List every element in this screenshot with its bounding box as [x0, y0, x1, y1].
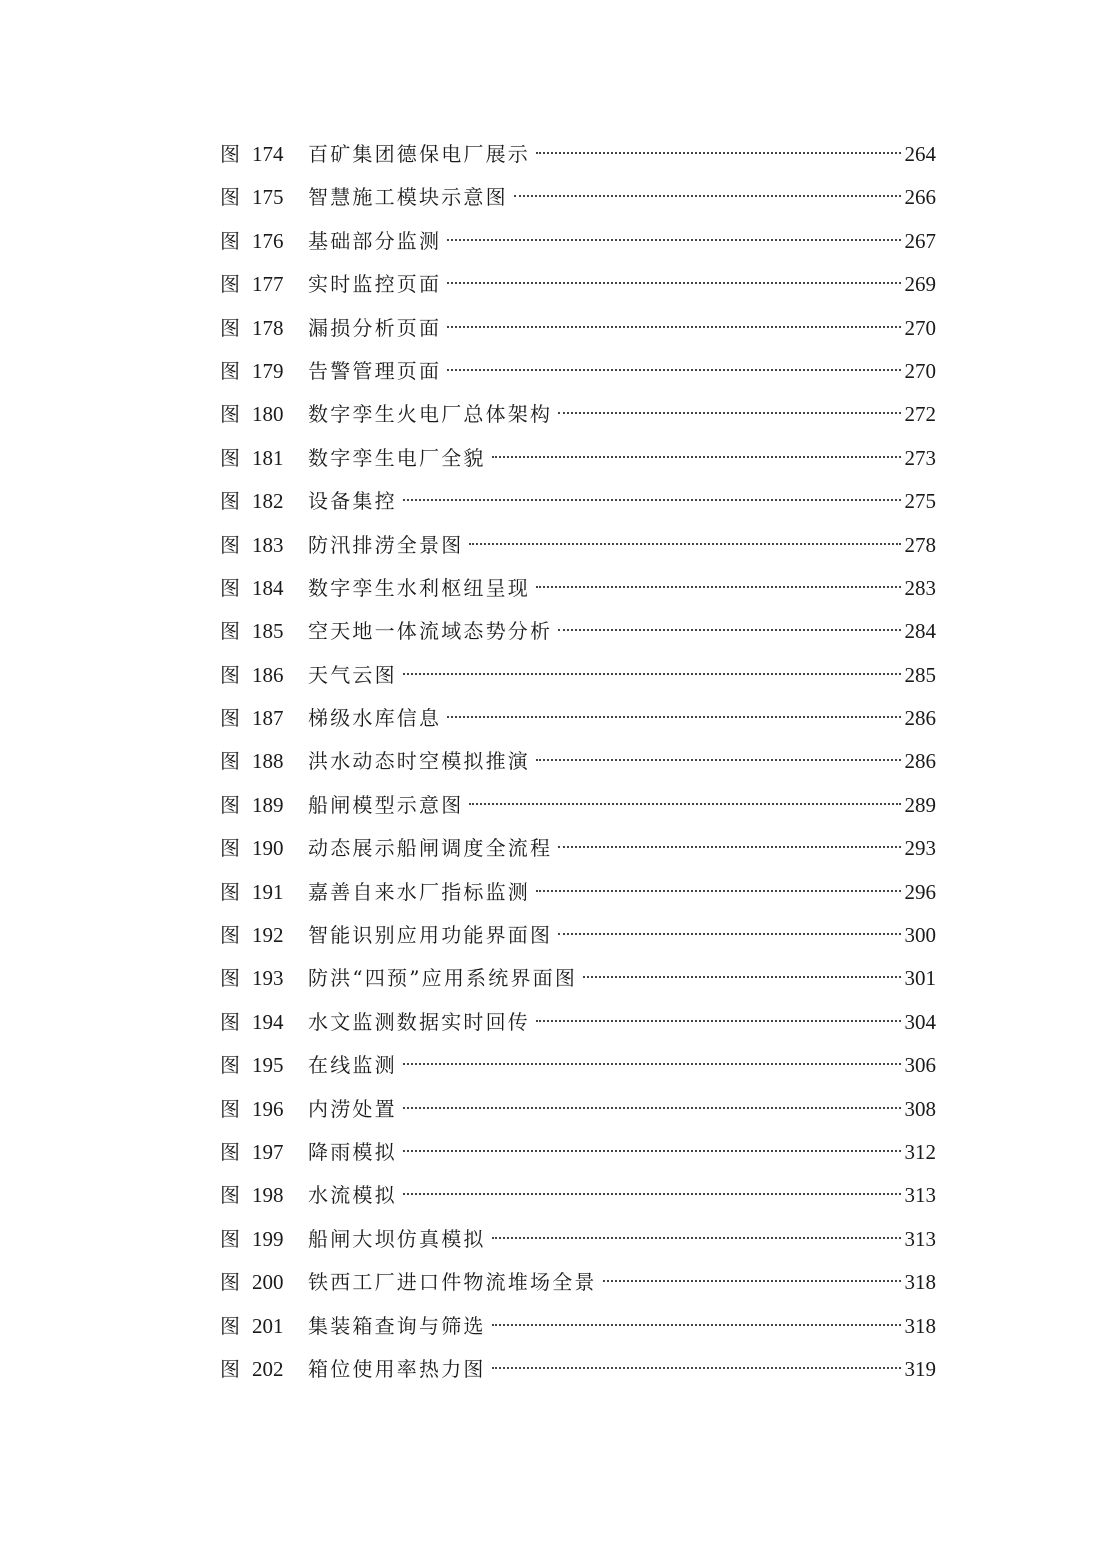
toc-entry[interactable]: [220, 480, 936, 523]
page-number: 283: [904, 575, 936, 600]
toc-entry[interactable]: [220, 1088, 936, 1131]
figure-title: 智能识别应用功能界面图: [308, 923, 553, 948]
figure-prefix: 图: [220, 1226, 240, 1251]
figure-prefix: 图: [220, 1096, 240, 1121]
figure-title: 降雨模拟: [308, 1139, 397, 1164]
toc-entry[interactable]: [220, 827, 936, 870]
page-number: 308: [904, 1096, 936, 1121]
dot-leader: [536, 152, 901, 154]
toc-entry[interactable]: [220, 1348, 936, 1391]
figure-number: 193: [252, 966, 284, 991]
figure-prefix: 图: [220, 358, 240, 383]
figure-title: 内涝处置: [308, 1096, 397, 1121]
page-number: 269: [904, 272, 936, 297]
toc-entry[interactable]: [220, 1001, 936, 1044]
figure-prefix: 图: [220, 1313, 240, 1338]
figure-number: 192: [252, 923, 284, 948]
figure-number: 180: [252, 402, 284, 427]
page-number: 293: [904, 836, 936, 861]
figure-title: 水流模拟: [308, 1183, 397, 1208]
figure-number: 189: [252, 792, 284, 817]
page-number: 286: [904, 706, 936, 731]
figure-title: 嘉善自来水厂指标监测: [308, 879, 530, 904]
dot-leader: [536, 1020, 901, 1022]
toc-entry[interactable]: [220, 957, 936, 1000]
figure-number: 190: [252, 836, 284, 861]
page-number: 286: [904, 749, 936, 774]
dot-leader: [403, 1107, 901, 1109]
toc-entry[interactable]: [220, 610, 936, 653]
toc-entry[interactable]: [220, 1131, 936, 1174]
dot-leader: [583, 976, 900, 978]
page-number: 312: [904, 1139, 936, 1164]
dot-leader: [447, 716, 900, 718]
toc-entry[interactable]: [220, 437, 936, 480]
page-number: 296: [904, 879, 936, 904]
figure-title: 船闸模型示意图: [308, 792, 464, 817]
dot-leader: [536, 759, 901, 761]
toc-entry[interactable]: [220, 654, 936, 697]
figure-title: 百矿集团德保电厂展示: [308, 142, 530, 166]
figure-prefix: 图: [220, 1009, 240, 1034]
dot-leader: [492, 1367, 901, 1369]
figure-prefix: 图: [220, 185, 240, 210]
dot-leader: [603, 1280, 901, 1282]
dot-leader: [558, 846, 900, 848]
figure-number: 188: [252, 749, 284, 774]
dot-leader: [447, 282, 900, 284]
figure-prefix: 图: [220, 966, 240, 991]
figure-prefix: 图: [220, 1270, 240, 1295]
toc-entry[interactable]: [220, 263, 936, 306]
figure-title: 防洪“四预”应用系统界面图: [308, 966, 578, 991]
toc-entry[interactable]: [220, 784, 936, 827]
toc-entry[interactable]: [220, 871, 936, 914]
dot-leader: [403, 1150, 901, 1152]
figure-title: 防汛排涝全景图: [308, 532, 464, 557]
figure-title: 数字孪生电厂全貌: [308, 445, 486, 470]
toc-entry[interactable]: [220, 740, 936, 783]
figure-prefix: 图: [220, 575, 240, 600]
dot-leader: [403, 499, 901, 501]
page-number: 284: [904, 619, 936, 644]
figure-prefix: 图: [220, 402, 240, 427]
figure-prefix: 图: [220, 706, 240, 731]
figure-prefix: 图: [220, 532, 240, 557]
page-number: 278: [904, 532, 936, 557]
figure-number: 196: [252, 1096, 284, 1121]
dot-leader: [514, 195, 901, 197]
dot-leader: [403, 673, 901, 675]
figure-number: 191: [252, 879, 284, 904]
toc-entry[interactable]: [220, 220, 936, 263]
toc-entry[interactable]: [220, 1261, 936, 1304]
figure-number: 197: [252, 1139, 284, 1164]
figure-number: 185: [252, 619, 284, 644]
figure-title: 船闸大坝仿真模拟: [308, 1226, 486, 1251]
page-number: 301: [904, 966, 936, 991]
figure-number: 183: [252, 532, 284, 557]
page-number: 285: [904, 662, 936, 687]
page-number: 304: [904, 1009, 936, 1034]
page-number: 319: [904, 1356, 936, 1381]
figure-prefix: 图: [220, 749, 240, 774]
figure-prefix: 图: [220, 445, 240, 470]
figure-prefix: 图: [220, 1053, 240, 1078]
table-of-figures: [220, 133, 936, 1391]
dot-leader: [447, 326, 900, 328]
figure-number: 174: [252, 142, 284, 166]
figure-title: 洪水动态时空模拟推演: [308, 749, 530, 774]
toc-entry[interactable]: [220, 133, 936, 176]
dot-leader: [492, 456, 901, 458]
figure-title: 数字孪生火电厂总体架构: [308, 402, 553, 427]
figure-title: 空天地一体流域态势分析: [308, 619, 553, 644]
dot-leader: [469, 543, 900, 545]
toc-entry[interactable]: [220, 350, 936, 393]
dot-leader: [469, 803, 900, 805]
figure-prefix: 图: [220, 489, 240, 514]
figure-prefix: 图: [220, 836, 240, 861]
dot-leader: [447, 369, 900, 371]
figure-number: 175: [252, 185, 284, 210]
figure-prefix: 图: [220, 1183, 240, 1208]
toc-entry[interactable]: [220, 914, 936, 957]
figure-prefix: 图: [220, 228, 240, 253]
figure-number: 194: [252, 1009, 284, 1034]
figure-title: 智慧施工模块示意图: [308, 185, 508, 210]
dot-leader: [492, 1237, 901, 1239]
figure-title: 基础部分监测: [308, 228, 442, 253]
figure-title: 在线监测: [308, 1053, 397, 1078]
toc-entry[interactable]: [220, 1044, 936, 1087]
page-number: 289: [904, 792, 936, 817]
figure-number: 198: [252, 1183, 284, 1208]
figure-number: 200: [252, 1270, 284, 1295]
figure-number: 179: [252, 358, 284, 383]
page-number: 266: [904, 185, 936, 210]
dot-leader: [536, 890, 901, 892]
figure-title: 告警管理页面: [308, 358, 442, 383]
dot-leader: [558, 629, 900, 631]
figure-prefix: 图: [220, 315, 240, 340]
toc-entry[interactable]: [220, 176, 936, 219]
figure-title: 梯级水库信息: [308, 706, 442, 731]
figure-number: 177: [252, 272, 284, 297]
figure-prefix: 图: [220, 792, 240, 817]
figure-prefix: 图: [220, 1356, 240, 1381]
dot-leader: [492, 1324, 901, 1326]
figure-number: 182: [252, 489, 284, 514]
figure-title: 箱位使用率热力图: [308, 1356, 486, 1381]
figure-title: 数字孪生水利枢纽呈现: [308, 575, 530, 600]
figure-title: 实时监控页面: [308, 272, 442, 297]
page-number: 270: [904, 358, 936, 383]
dot-leader: [403, 1193, 901, 1195]
figure-prefix: 图: [220, 619, 240, 644]
figure-number: 202: [252, 1356, 284, 1381]
figure-number: 201: [252, 1313, 284, 1338]
figure-title: 集装箱查询与筛选: [308, 1313, 486, 1338]
page-number: 318: [904, 1270, 936, 1295]
figure-prefix: 图: [220, 1139, 240, 1164]
figure-prefix: 图: [220, 272, 240, 297]
dot-leader: [558, 412, 900, 414]
figure-number: 186: [252, 662, 284, 687]
figure-number: 181: [252, 445, 284, 470]
page-number: 306: [904, 1053, 936, 1078]
page-number: 300: [904, 923, 936, 948]
page-number: 270: [904, 315, 936, 340]
figure-title: 动态展示船闸调度全流程: [308, 836, 553, 861]
figure-prefix: 图: [220, 142, 240, 166]
page-number: 264: [904, 142, 936, 166]
figure-title: 天气云图: [308, 662, 397, 687]
page-number: 318: [904, 1313, 936, 1338]
page-number: 313: [904, 1183, 936, 1208]
figure-number: 195: [252, 1053, 284, 1078]
figure-number: 187: [252, 706, 284, 731]
figure-number: 176: [252, 228, 284, 253]
toc-entry[interactable]: [220, 1174, 936, 1217]
dot-leader: [447, 239, 900, 241]
toc-entry[interactable]: [220, 567, 936, 610]
page-number: 272: [904, 402, 936, 427]
toc-entry[interactable]: [220, 524, 936, 567]
figure-number: 178: [252, 315, 284, 340]
toc-entry[interactable]: [220, 307, 936, 350]
page-number: 273: [904, 445, 936, 470]
figure-prefix: 图: [220, 662, 240, 687]
dot-leader: [536, 586, 901, 588]
figure-title: 设备集控: [308, 489, 397, 514]
dot-leader: [558, 933, 900, 935]
toc-entry[interactable]: [220, 393, 936, 436]
dot-leader: [403, 1063, 901, 1065]
page-number: 267: [904, 228, 936, 253]
figure-prefix: 图: [220, 879, 240, 904]
toc-entry[interactable]: [220, 1218, 936, 1261]
figure-prefix: 图: [220, 923, 240, 948]
figure-title: 漏损分析页面: [308, 315, 442, 340]
figure-title: 铁西工厂进口件物流堆场全景: [308, 1270, 597, 1295]
figure-number: 184: [252, 575, 284, 600]
figure-number: 199: [252, 1226, 284, 1251]
toc-entry[interactable]: [220, 1305, 936, 1348]
toc-entry[interactable]: [220, 697, 936, 740]
page-number: 275: [904, 489, 936, 514]
page-number: 313: [904, 1226, 936, 1251]
figure-title: 水文监测数据实时回传: [308, 1009, 530, 1034]
